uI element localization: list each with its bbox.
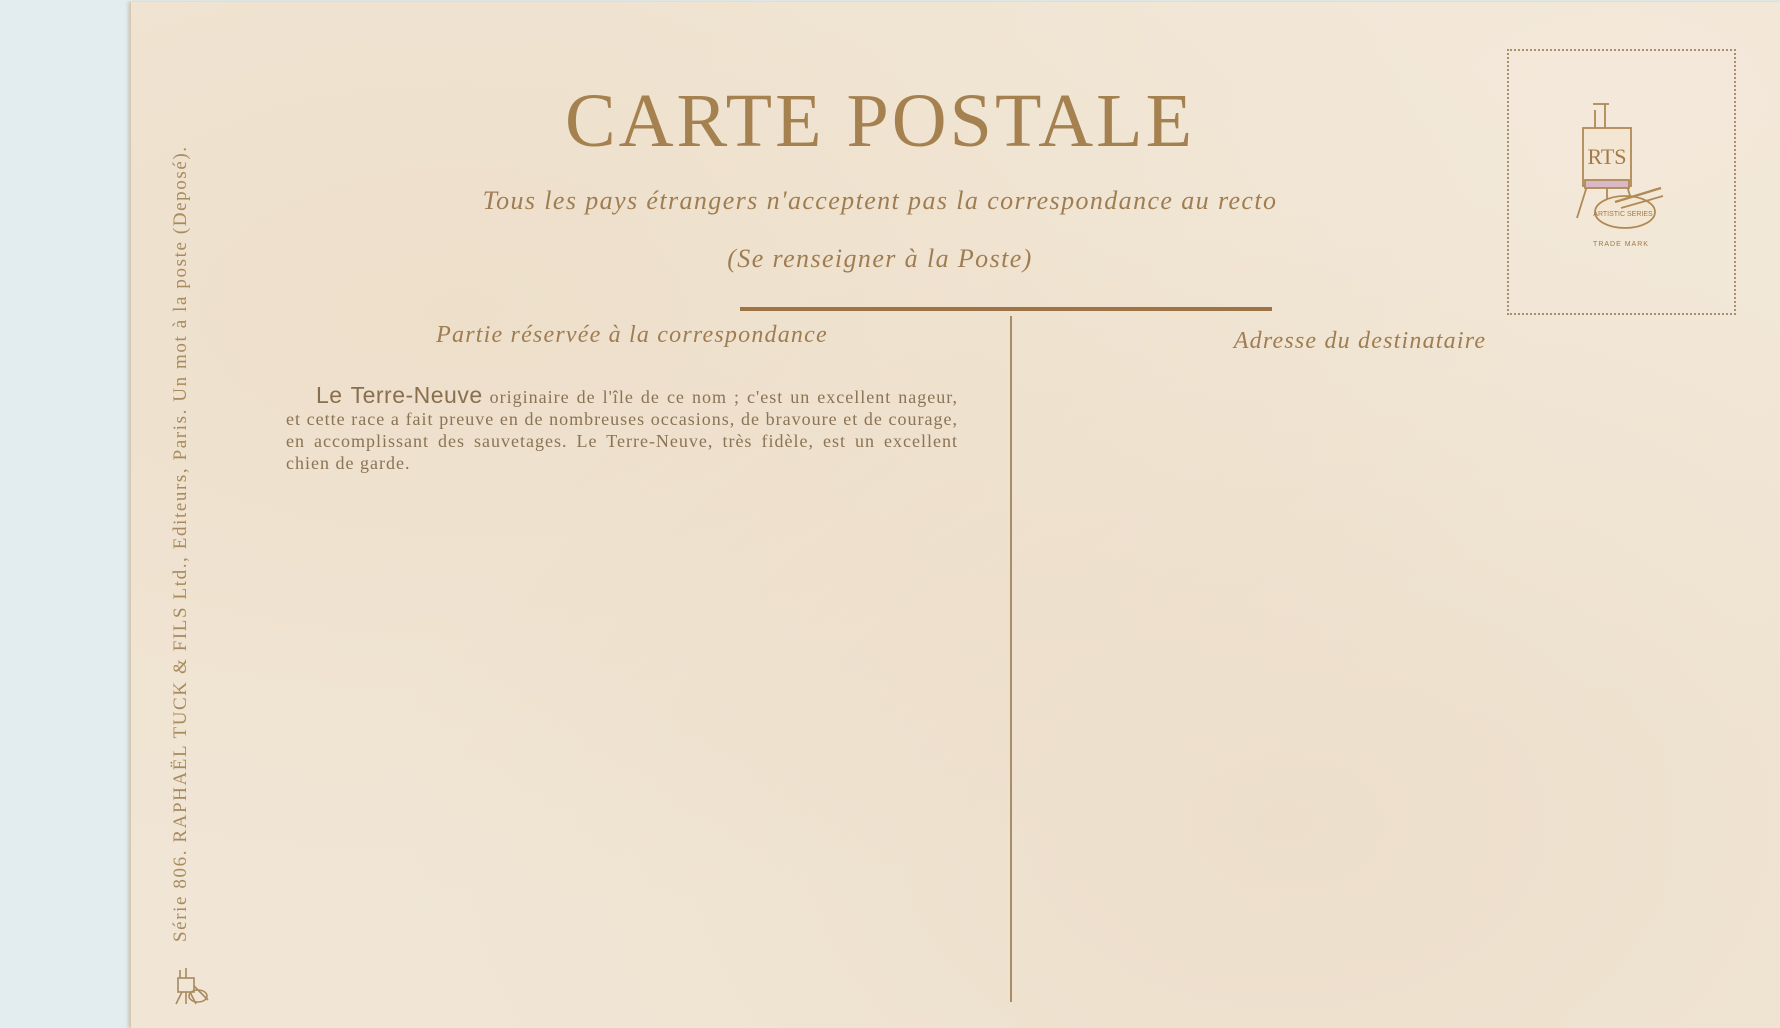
header-rule bbox=[740, 307, 1272, 311]
easel-palette-trademark-icon bbox=[1565, 100, 1675, 256]
publisher-imprint: Série 806. RAPHAËL TUCK & FILS Ltd., Editeurs, Paris. Un mot à la poste (Deposé). bbox=[170, 145, 191, 942]
breed-text: originaire de l'île de ce nom ; c'est un excellent nageur, et cette race a fait preuve en de nombreuses occasions, de bravoure et de courage, en accomplissant des sauvetages. Le Terre-Neuve, très fidèle, est un excellent chien de garde. bbox=[286, 387, 959, 473]
stamp-logo-letters: RTS bbox=[1587, 144, 1627, 169]
address-heading: Adresse du destinataire bbox=[1233, 328, 1487, 354]
postal-notice: Tous les pays étrangers n'acceptent pas la correspondance au recto bbox=[482, 186, 1278, 215]
card-title: CARTE POSTALE bbox=[564, 79, 1196, 163]
stamp-logo-ribbon: ARTISTIC SERIES bbox=[1593, 211, 1653, 218]
breed-name: Le Terre-Neuve bbox=[316, 382, 483, 408]
postal-notice-hint: (Se renseigner à la Poste) bbox=[727, 244, 1033, 273]
breed-description bbox=[286, 384, 958, 474]
center-divider bbox=[1010, 316, 1012, 1002]
easel-small-icon bbox=[172, 966, 212, 1006]
correspondence-heading: Partie réservée à la correspondance bbox=[436, 322, 828, 348]
stamp-logo-caption: TRADE MARK bbox=[1593, 241, 1649, 248]
